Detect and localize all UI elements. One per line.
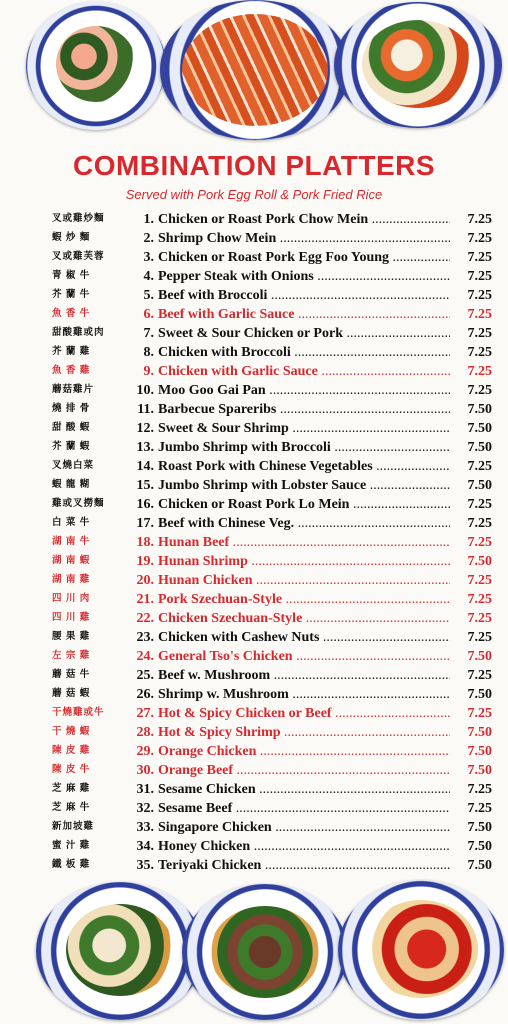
menu-item-row (52, 457, 498, 476)
menu-item-name: Shrimp w. Mushroom ..... (158, 685, 450, 704)
menu-item-number: 34. (136, 839, 154, 854)
menu-item-chinese-name: 鐵 板 雞 (52, 860, 91, 870)
menu-item-row (52, 229, 498, 248)
menu-item-price: 7.50 (467, 649, 492, 664)
menu-item-chinese-name: 湖 南 雞 (52, 575, 91, 585)
menu-item-row (52, 590, 498, 609)
menu-item-number: 18. (136, 535, 154, 550)
page-title: COMBINATION PLATTERS (72, 150, 436, 181)
menu-item-chinese-name: 蘑 菇 蝦 (52, 689, 91, 699)
menu-item-price: 7.50 (467, 687, 492, 702)
shrimp-broccoli-plate-image (26, 2, 166, 130)
chicken-broccoli-egg-roll-plate-image (36, 882, 204, 1020)
menu-item-price: 7.25 (467, 611, 492, 626)
menu-item-row (52, 514, 498, 533)
menu-item-number: 22. (136, 611, 154, 626)
menu-item-chinese-name: 叉或雞芙蓉 (52, 252, 105, 262)
menu-item-chinese-name: 芥 蘭 蝦 (52, 442, 91, 452)
menu-item-row (52, 609, 498, 628)
menu-item-name: Beef w. Mushroom ..... (158, 666, 450, 685)
menu-item-name: Sweet & Sour Chicken or Pork ..... (158, 324, 450, 343)
menu-item-price: 7.25 (467, 231, 492, 246)
menu-item-name: Pork Szechuan-Style ..... (158, 590, 450, 609)
top-photo-strip (0, 0, 508, 145)
menu-item-row (52, 856, 498, 875)
menu-item-number: 2. (143, 231, 154, 246)
menu-item-chinese-name: 陳 皮 牛 (52, 765, 91, 775)
menu-item-price: 7.25 (467, 250, 492, 265)
menu-item-name: Hot & Spicy Chicken or Beef ..... (158, 704, 450, 723)
menu-item-name: Singapore Chicken ..... (158, 818, 450, 837)
menu-item-chinese-name: 白 菜 牛 (52, 518, 91, 528)
menu-item-number: 21. (136, 592, 154, 607)
menu-item-price: 7.50 (467, 858, 492, 873)
menu-item-chinese-name: 蜜 汁 雞 (52, 841, 91, 851)
menu-item-price: 7.50 (467, 725, 492, 740)
menu-item-chinese-name: 芝 麻 雞 (52, 784, 91, 794)
seafood-vegetable-plate-image (334, 2, 502, 128)
menu-item-row (52, 324, 498, 343)
menu-item-chinese-name: 燒 排 骨 (52, 404, 91, 414)
sweet-sour-pork-egg-roll-plate-image (338, 880, 504, 1020)
menu-item-row (52, 704, 498, 723)
menu-item-chinese-name: 干 燒 蝦 (52, 727, 91, 737)
menu-item-name: Beef with Broccoli ..... (158, 286, 450, 305)
menu-item-chinese-name: 蘑菇雞片 (52, 385, 95, 395)
menu-item-chinese-name: 雞或叉撈麵 (52, 499, 105, 509)
menu-item-name: Orange Chicken ..... (158, 742, 450, 761)
menu-item-chinese-name: 叉或雞炒麵 (52, 214, 105, 224)
menu-item-price: 7.25 (467, 706, 492, 721)
menu-item-price: 7.25 (467, 383, 492, 398)
menu-item-name: General Tso's Chicken ..... (158, 647, 450, 666)
menu-item-row (52, 799, 498, 818)
menu-item-name: Hunan Chicken ..... (158, 571, 450, 590)
menu-item-row (52, 628, 498, 647)
menu-item-name: Pepper Steak with Onions ..... (158, 267, 450, 286)
menu-item-price: 7.50 (467, 440, 492, 455)
menu-item-name: Chicken or Roast Pork Chow Mein ..... (158, 210, 450, 229)
menu-item-chinese-name: 甜酸雞或肉 (52, 328, 105, 338)
menu-item-number: 9. (143, 364, 154, 379)
menu-item-chinese-name: 魚 香 牛 (52, 309, 91, 319)
menu-item-name: Orange Beef ..... (158, 761, 450, 780)
menu-item-row (52, 438, 498, 457)
menu-item-price: 7.25 (467, 516, 492, 531)
menu-item-row (52, 343, 498, 362)
menu-item-name: Chicken with Broccoli ..... (158, 343, 450, 362)
menu-item-row (52, 210, 498, 229)
menu-item-row (52, 400, 498, 419)
menu-item-number: 4. (143, 269, 154, 284)
menu-item-price: 7.50 (467, 839, 492, 854)
menu-item-price: 7.50 (467, 478, 492, 493)
menu-item-price: 7.50 (467, 554, 492, 569)
menu-item-number: 15. (136, 478, 154, 493)
menu-item-name: Moo Goo Gai Pan ..... (158, 381, 450, 400)
menu-item-row (52, 666, 498, 685)
menu-item-name: Sesame Beef ..... (158, 799, 450, 818)
menu-item-row (52, 533, 498, 552)
menu-item-number: 5. (143, 288, 154, 303)
menu-item-price: 7.25 (467, 307, 492, 322)
menu-item-chinese-name: 干燒雞或牛 (52, 708, 105, 718)
menu-item-chinese-name: 芝 麻 牛 (52, 803, 91, 813)
menu-item-row (52, 723, 498, 742)
menu-item-name: Honey Chicken ..... (158, 837, 450, 856)
menu-item-price: 7.25 (467, 592, 492, 607)
menu-item-number: 24. (136, 649, 154, 664)
menu-item-chinese-name: 陳 皮 雞 (52, 746, 91, 756)
menu-item-number: 31. (136, 782, 154, 797)
menu-item-number: 13. (136, 440, 154, 455)
menu-item-number: 20. (136, 573, 154, 588)
menu-item-chinese-name: 叉燒白菜 (52, 461, 95, 471)
menu-item-name: Teriyaki Chicken ..... (158, 856, 450, 875)
menu-item-number: 33. (136, 820, 154, 835)
menu-item-price: 7.25 (467, 459, 492, 474)
menu-item-chinese-name: 蝦 炒 麵 (52, 233, 91, 243)
menu-item-price: 7.25 (467, 288, 492, 303)
menu-item-price: 7.50 (467, 421, 492, 436)
menu-item-name: Jumbo Shrimp with Lobster Sauce ..... (158, 476, 450, 495)
menu-item-row (52, 761, 498, 780)
menu-item-number: 23. (136, 630, 154, 645)
menu-item-chinese-name: 蘑 菇 牛 (52, 670, 91, 680)
menu-item-number: 7. (143, 326, 154, 341)
bottom-photo-strip (0, 880, 508, 1024)
menu-item-name: Chicken with Garlic Sauce ..... (158, 362, 450, 381)
menu-item-number: 8. (143, 345, 154, 360)
menu-item-number: 12. (136, 421, 154, 436)
page-subtitle: Served with Pork Egg Roll & Pork Fried Rice (125, 187, 383, 202)
menu-item-chinese-name: 魚 香 雞 (52, 366, 91, 376)
menu-item-price: 7.50 (467, 402, 492, 417)
menu-item-row (52, 647, 498, 666)
menu-item-price: 7.25 (467, 801, 492, 816)
menu-item-chinese-name: 芥 蘭 牛 (52, 290, 91, 300)
menu-item-price: 7.50 (467, 744, 492, 759)
menu-item-number: 29. (136, 744, 154, 759)
menu-item-row (52, 780, 498, 799)
menu-item-name: Chicken Szechuan-Style ..... (158, 609, 450, 628)
menu-item-name: Chicken with Cashew Nuts ..... (158, 628, 450, 647)
menu-item-number: 26. (136, 687, 154, 702)
menu-item-name: Chicken or Roast Pork Egg Foo Young ..... (158, 248, 450, 267)
menu-item-price: 7.25 (467, 326, 492, 341)
menu-item-price: 7.25 (467, 212, 492, 227)
menu-item-number: 30. (136, 763, 154, 778)
menu-item-row (52, 267, 498, 286)
menu-item-number: 3. (143, 250, 154, 265)
menu-item-price: 7.50 (467, 763, 492, 778)
menu-item-row (52, 286, 498, 305)
crab-legs-plate-image (160, 0, 350, 140)
menu-item-number: 14. (136, 459, 154, 474)
menu-item-row (52, 818, 498, 837)
menu-item-name: Beef with Chinese Veg. ..... (158, 514, 450, 533)
menu-item-number: 10. (136, 383, 154, 398)
menu-item-chinese-name: 新加坡雞 (52, 822, 95, 832)
menu-item-name: Beef with Garlic Sauce ..... (158, 305, 450, 324)
menu-item-name: Shrimp Chow Mein ..... (158, 229, 450, 248)
menu-item-name: Hunan Shrimp ..... (158, 552, 450, 571)
menu-item-price: 7.25 (467, 573, 492, 588)
menu-item-number: 1. (143, 212, 154, 227)
menu-item-row (52, 305, 498, 324)
menu-item-number: 32. (136, 801, 154, 816)
menu-item-number: 19. (136, 554, 154, 569)
menu-item-price: 7.25 (467, 535, 492, 550)
menu-item-row (52, 362, 498, 381)
menu-item-row (52, 248, 498, 267)
menu-item-number: 25. (136, 668, 154, 683)
menu-item-number: 11. (137, 402, 154, 417)
menu-item-number: 35. (136, 858, 154, 873)
menu-item-number: 17. (136, 516, 154, 531)
menu-item-price: 7.25 (467, 497, 492, 512)
menu-item-name: Hot & Spicy Shrimp ..... (158, 723, 450, 742)
menu-item-chinese-name: 湖 南 蝦 (52, 556, 91, 566)
menu-item-row (52, 837, 498, 856)
menu-item-row (52, 552, 498, 571)
menu-list (52, 210, 498, 875)
menu-item-number: 6. (143, 307, 154, 322)
menu-item-name: Roast Pork with Chinese Vegetables ..... (158, 457, 450, 476)
menu-item-chinese-name: 甜 酸 蝦 (52, 423, 91, 433)
menu-item-name: Chicken or Roast Pork Lo Mein ..... (158, 495, 450, 514)
menu-item-row (52, 419, 498, 438)
menu-item-number: 27. (136, 706, 154, 721)
menu-item-price: 7.25 (467, 345, 492, 360)
menu-item-chinese-name: 湖 南 牛 (52, 537, 91, 547)
menu-item-chinese-name: 蝦 龍 糊 (52, 480, 91, 490)
menu-item-price: 7.25 (467, 782, 492, 797)
menu-item-row (52, 381, 498, 400)
menu-item-number: 16. (136, 497, 154, 512)
menu-item-number: 28. (136, 725, 154, 740)
menu-item-chinese-name: 四 川 雞 (52, 613, 91, 623)
menu-item-name: Sesame Chicken ..... (158, 780, 450, 799)
menu-item-price: 7.50 (467, 820, 492, 835)
menu-item-name: Barbecue Spareribs ..... (158, 400, 450, 419)
menu-item-price: 7.25 (467, 364, 492, 379)
menu-item-row (52, 742, 498, 761)
menu-item-price: 7.25 (467, 668, 492, 683)
menu-item-row (52, 495, 498, 514)
beef-broccoli-egg-roll-plate-image (182, 884, 348, 1020)
menu-item-row (52, 685, 498, 704)
menu-item-name: Hunan Beef ..... (158, 533, 450, 552)
menu-item-price: 7.25 (467, 630, 492, 645)
menu-item-chinese-name: 芥 蘭 雞 (52, 347, 91, 357)
menu-item-chinese-name: 腰 果 雞 (52, 632, 91, 642)
menu-item-row (52, 571, 498, 590)
menu-item-row (52, 476, 498, 495)
menu-item-chinese-name: 四 川 肉 (52, 594, 91, 604)
menu-item-chinese-name: 青 椒 牛 (52, 271, 91, 281)
menu-item-price: 7.25 (467, 269, 492, 284)
menu-item-name: Jumbo Shrimp with Broccoli ..... (158, 438, 450, 457)
menu-item-chinese-name: 左 宗 雞 (52, 651, 91, 661)
menu-item-name: Sweet & Sour Shrimp ..... (158, 419, 450, 438)
